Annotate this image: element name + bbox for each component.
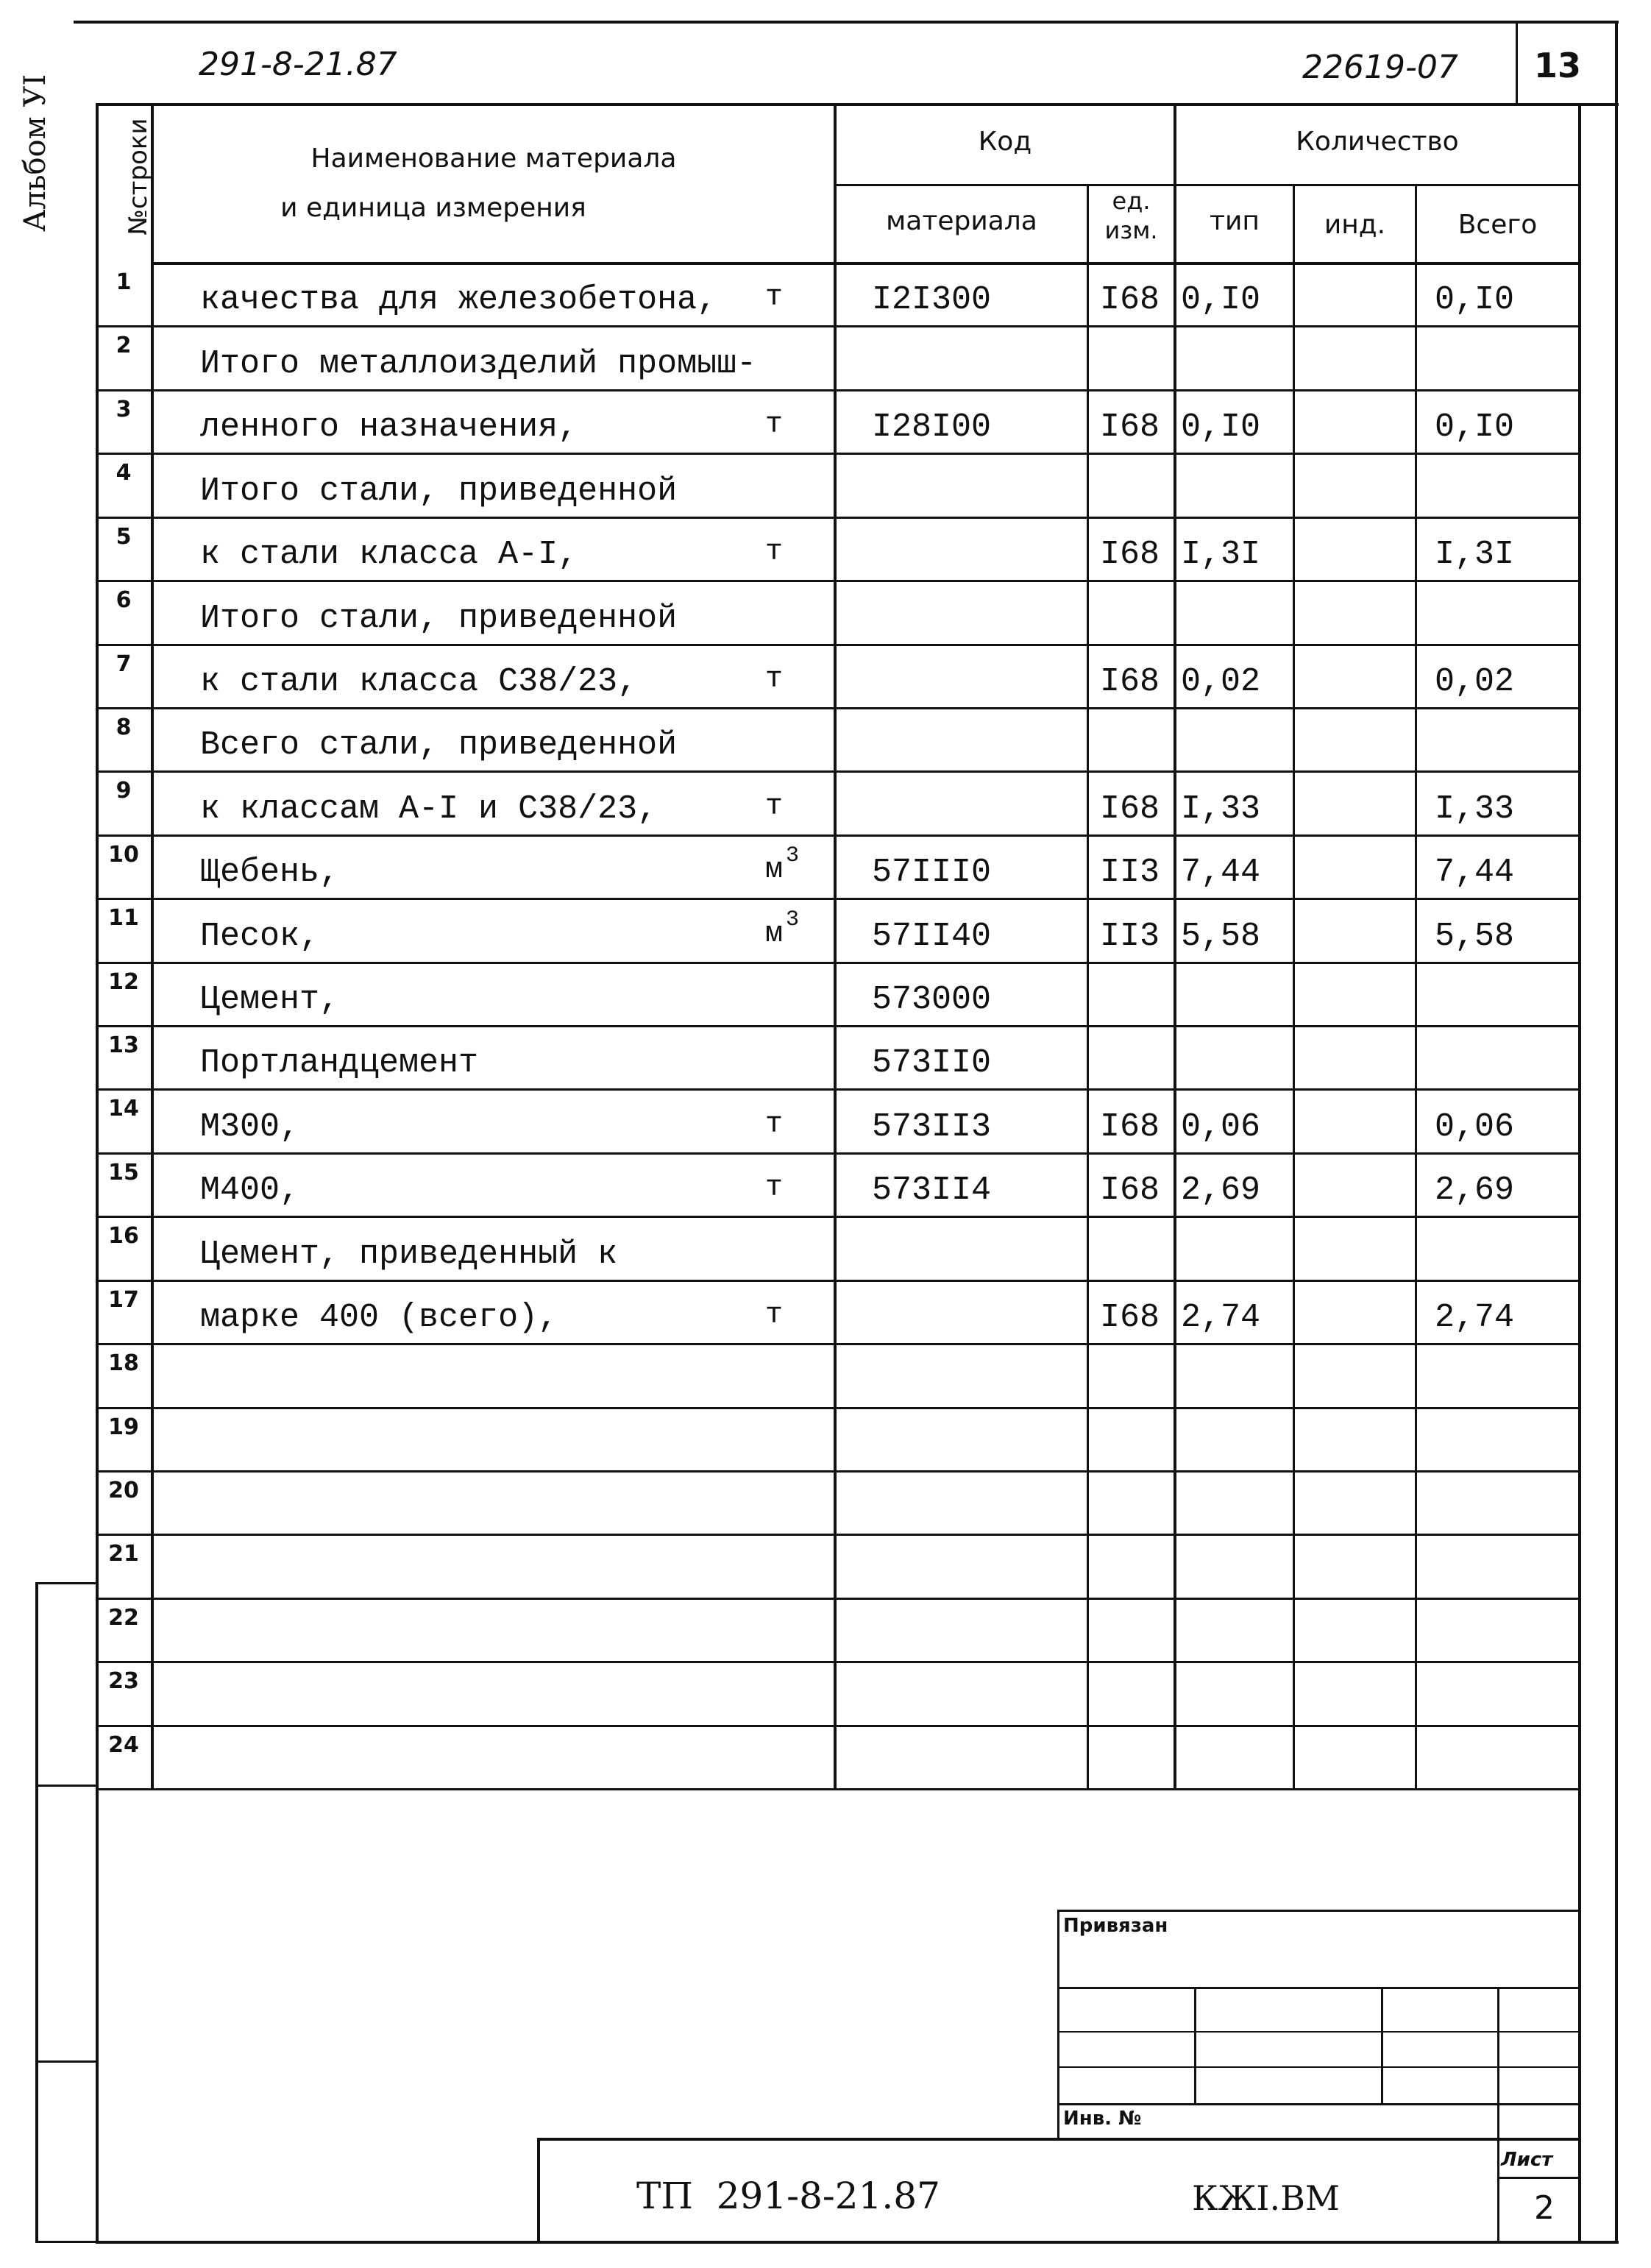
- unit-code: II3: [1100, 918, 1160, 955]
- row-number: 15: [108, 1160, 139, 1186]
- unit: т: [765, 1172, 784, 1205]
- unit: м: [765, 854, 784, 887]
- material-name: марке 400 (всего),: [200, 1299, 558, 1336]
- material-name: Итого стали, приведенной: [200, 472, 678, 510]
- unit-code: I68: [1100, 1299, 1160, 1336]
- row-number: 6: [116, 587, 132, 613]
- qty-total: 7,44: [1435, 854, 1515, 891]
- row-number: 17: [108, 1287, 139, 1313]
- row-number: 22: [108, 1605, 139, 1631]
- row-number: 14: [108, 1096, 139, 1121]
- unit: т: [765, 663, 784, 696]
- doc-number-left: 291-8-21.87: [199, 46, 397, 83]
- qty-type: 2,74: [1181, 1299, 1261, 1336]
- material-code: 57II40: [872, 918, 992, 955]
- col-name: Наименование материала: [310, 143, 677, 174]
- row-number: 23: [108, 1668, 139, 1694]
- unit: т: [765, 281, 784, 314]
- material-name: М300,: [200, 1108, 300, 1146]
- stamp-sheet-label: Лист: [1501, 2149, 1553, 2171]
- unit-code: I68: [1100, 408, 1160, 446]
- unit-code: I68: [1100, 281, 1160, 319]
- material-code: 573II0: [872, 1044, 992, 1082]
- row-number: 18: [108, 1350, 139, 1376]
- qty-type: 2,69: [1181, 1172, 1261, 1209]
- qty-total: 2,69: [1435, 1172, 1515, 1209]
- material-code: 57III0: [872, 854, 992, 891]
- qty-total: 0,I0: [1435, 281, 1515, 319]
- col-quantity: Количество: [1296, 127, 1459, 157]
- row-number: 16: [108, 1223, 139, 1249]
- row-number: 19: [108, 1414, 139, 1440]
- row-number: 2: [116, 333, 132, 358]
- qty-type: 0,I0: [1181, 281, 1261, 319]
- col-qty-type: тип: [1210, 206, 1260, 236]
- row-number: 21: [108, 1541, 139, 1567]
- material-name: Цемент,: [200, 981, 340, 1018]
- row-number: 24: [108, 1732, 139, 1758]
- col-code-material: материала: [886, 206, 1037, 236]
- sheet-number: 13: [1534, 46, 1582, 85]
- unit: т: [765, 408, 784, 442]
- unit-code: I68: [1100, 1172, 1160, 1209]
- material-name: Цемент, приведенный к: [200, 1236, 618, 1273]
- unit: т: [765, 790, 784, 823]
- material-name: М400,: [200, 1172, 300, 1209]
- material-name: к стали класса А-I,: [200, 536, 578, 573]
- material-name: Портландцемент: [200, 1044, 479, 1082]
- row-number: 12: [108, 969, 139, 995]
- material-name: Итого стали, приведенной: [200, 600, 678, 637]
- qty-total: 0,I0: [1435, 408, 1515, 446]
- unit-superscript: 3: [786, 907, 800, 932]
- row-number: 5: [116, 524, 132, 550]
- material-name: качества для железобетона,: [200, 281, 717, 319]
- material-name: Всего стали, приведенной: [200, 726, 678, 764]
- row-number: 13: [108, 1032, 139, 1058]
- qty-type: 7,44: [1181, 854, 1261, 891]
- material-name: к стали класса С38/23,: [200, 663, 638, 701]
- material-code: 573II4: [872, 1172, 992, 1209]
- unit-code: II3: [1100, 854, 1160, 891]
- material-code: I28I00: [872, 408, 992, 446]
- material-name: ленного назначения,: [200, 408, 578, 446]
- album-label: Альбом УI: [18, 74, 52, 232]
- col-code: Код: [978, 127, 1032, 157]
- unit-code: I68: [1100, 536, 1160, 573]
- stamp-inv-label: Инв. №: [1063, 2108, 1142, 2130]
- stamp-bound-label: Привязан: [1063, 1915, 1168, 1937]
- qty-total: 2,74: [1435, 1299, 1515, 1336]
- qty-total: 5,58: [1435, 918, 1515, 955]
- material-code: 573000: [872, 981, 992, 1018]
- unit: м: [765, 918, 784, 951]
- unit: т: [765, 536, 784, 569]
- row-number: 8: [116, 715, 132, 740]
- col-qty-total: Всего: [1458, 210, 1538, 240]
- unit: т: [765, 1299, 784, 1332]
- col-code-unit: ед.: [1112, 187, 1151, 215]
- col-name-line2: и единица измерения: [280, 193, 586, 223]
- qty-total: I,33: [1435, 790, 1515, 828]
- unit-superscript: 3: [786, 843, 800, 868]
- doc-number-right: 22619-07: [1302, 49, 1458, 86]
- row-number: 3: [116, 397, 132, 422]
- qty-type: I,3I: [1181, 536, 1261, 573]
- row-number: 10: [108, 842, 139, 868]
- col-row-number: №строки: [124, 118, 153, 235]
- unit: т: [765, 1108, 784, 1141]
- unit-code: I68: [1100, 1108, 1160, 1146]
- material-code: 573II3: [872, 1108, 992, 1146]
- unit-code: I68: [1100, 790, 1160, 828]
- col-qty-ind: инд.: [1324, 210, 1386, 240]
- unit-code: I68: [1100, 663, 1160, 701]
- material-name: к классам А-I и С38/23,: [200, 790, 658, 828]
- stamp-doc-code: ТП 291-8-21.87: [636, 2175, 940, 2217]
- material-name: Песок,: [200, 918, 320, 955]
- qty-total: 0,02: [1435, 663, 1515, 701]
- col-code-unit-line2: изм.: [1104, 216, 1158, 244]
- qty-type: 5,58: [1181, 918, 1261, 955]
- qty-type: I,33: [1181, 790, 1261, 828]
- row-number: 1: [116, 269, 132, 295]
- row-number: 4: [116, 460, 132, 486]
- qty-type: 0,I0: [1181, 408, 1261, 446]
- material-name: Щебень,: [200, 854, 340, 891]
- stamp-doc-mark: КЖI.ВМ: [1192, 2178, 1340, 2218]
- stamp-sheet-value: 2: [1534, 2189, 1555, 2227]
- row-number: 7: [116, 651, 132, 677]
- row-number: 11: [108, 905, 139, 931]
- material-name: Итого металлоизделий промыш-: [200, 345, 757, 383]
- qty-type: 0,02: [1181, 663, 1261, 701]
- qty-type: 0,06: [1181, 1108, 1261, 1146]
- row-number: 20: [108, 1478, 139, 1503]
- qty-total: 0,06: [1435, 1108, 1515, 1146]
- qty-total: I,3I: [1435, 536, 1515, 573]
- row-number: 9: [116, 778, 132, 804]
- material-code: I2I300: [872, 281, 992, 319]
